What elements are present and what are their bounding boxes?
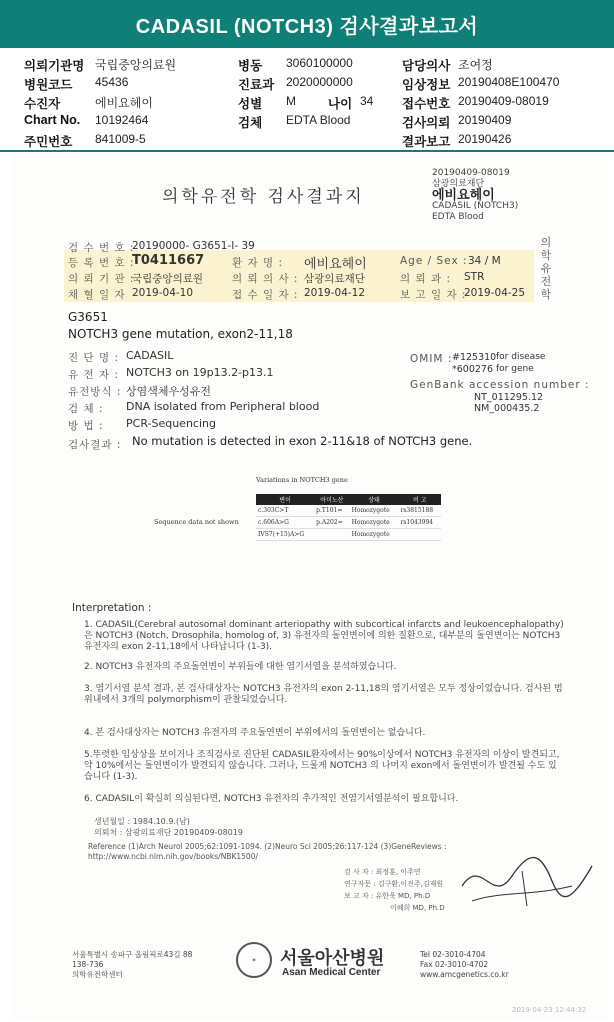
- header-label: 접수번호: [402, 97, 451, 111]
- header-label: 의뢰기관명: [24, 59, 85, 73]
- header-label: 주민번호: [24, 135, 73, 149]
- interpretation-item: 4. 본 검사대상자는 NOTCH3 유전자의 주요돌연변이 부위에서의 돌연변이는 없습니다.: [84, 728, 426, 738]
- result-text: No mutation is detected in exon 2-11&18 of NOTCH3 gene.: [132, 434, 473, 448]
- table-cell: IVS7(+15)A>G: [256, 529, 314, 541]
- detail-value: NOTCH3 on 19p13.2-p13.1: [126, 366, 274, 379]
- header-info-panel: [0, 48, 614, 152]
- test-code: G3651: [68, 310, 108, 324]
- signature-line: 보 고 자 : 유한욱 MD, Ph.D: [344, 892, 431, 900]
- header-label: Chart No.: [24, 113, 81, 127]
- field-value: 2019-04-12: [304, 287, 366, 299]
- header-value: 20190409: [458, 113, 512, 127]
- header-value: 20190426: [458, 132, 512, 146]
- field-value: 2019-04-25: [464, 287, 526, 299]
- detail-value: 상염색체우성유전: [126, 385, 212, 398]
- genbank-nm: NM_000435.2: [474, 403, 540, 414]
- header-label: 검체: [238, 116, 263, 130]
- column-header: 비 고: [398, 494, 441, 505]
- header-value: 2020000000: [286, 75, 353, 89]
- header-row: [0, 111, 614, 131]
- detail-label: 방 법 :: [68, 420, 104, 432]
- detail-value: DNA isolated from Peripheral blood: [126, 400, 320, 413]
- contact-line: Fax 02-3010-4702: [420, 960, 489, 969]
- contact-line: www.amcgenetics.co.kr: [420, 970, 509, 979]
- signature-line: 이혜희 MD, Ph.D: [390, 904, 445, 912]
- requester: 의뢰처 : 삼광의료재단 20190409-08019: [94, 828, 243, 837]
- signature-line: 연구자문 : 김구환,이진주,김재원: [344, 880, 444, 888]
- detail-value: CADASIL: [126, 349, 174, 362]
- column-header: 변이: [256, 494, 314, 505]
- stamp-line: CADASIL (NOTCH3): [432, 201, 519, 211]
- registration-number: T0411667: [132, 253, 205, 268]
- header-row: [0, 73, 614, 93]
- table-cell: c.606A>G: [256, 517, 314, 529]
- omim-gene-note: for gene: [496, 364, 534, 374]
- header-label: 진료과: [238, 78, 275, 92]
- patient-name: 에비요헤이: [304, 257, 367, 272]
- header-label: 검사의뢰: [402, 116, 451, 130]
- header-label: 담당의사: [402, 59, 451, 73]
- vertical-stamp-text: 의학유전학: [540, 236, 552, 301]
- detail-label: 유전방식 :: [68, 386, 122, 398]
- header-value: 20190408E100470: [458, 75, 560, 89]
- header-label: 수진자: [24, 97, 61, 111]
- header-label: 병동: [238, 59, 263, 73]
- address-line: 의학유전학센터: [72, 970, 123, 979]
- interpretation-item: 5.뚜렷한 임상상을 보이거나 조직검사로 진단된 CADASIL환자에서는 90%이상에서 NOTCH3 유전자의 이상이 발견되고, 약 10%에서는 돌연변이가 발견되지 않습니다. 그러나, 드물게 NOTCH3 의 나머지 exon에서 돌연변이가 발견될 수도 있습니다 (1-3).: [84, 750, 560, 782]
- contact-line: Tel 02-3010-4704: [420, 950, 486, 959]
- table-cell: [398, 529, 441, 541]
- logo-english: Asan Medical Center: [282, 967, 381, 978]
- field-value: STR: [464, 271, 485, 283]
- header-value: 국립중앙의료원: [95, 58, 177, 72]
- variations-title: Variations in NOTCH3 gene: [256, 476, 348, 484]
- scanned-report-document: [12, 154, 608, 1020]
- interpretation-item: 1. CADASIL(Cerebral autosomal dominant arteriopathy with subcortical infarcts and leukoencephalopathy)은 NOTCH3 (Notch, Drosophila, homolog of, 3) 유전자의 돌연변이에 의한 질환으로, 대부분의 돌연변이는 NOTCH3 유전자의 exon 2-11,18에서 나타납니다 (1-3).: [84, 620, 564, 652]
- column-header: 아미노산: [314, 494, 349, 505]
- field-value: 20190000- G3651-I- 39: [132, 240, 255, 252]
- field-label: 의 뢰 기 관 :: [68, 273, 135, 285]
- column-header: 상태: [350, 494, 399, 505]
- address-line: 138-736: [72, 960, 104, 969]
- header-row: [0, 92, 614, 112]
- field-label: 보 고 일 자 :: [400, 289, 467, 301]
- omim-disease: #125310: [452, 352, 497, 363]
- signature-line: 검 사 자 : 최정훈, 이주연: [344, 868, 421, 876]
- result-label: 검사결과 :: [68, 439, 122, 451]
- header-value: 34: [360, 94, 374, 108]
- field-label: 검 수 번 호 :: [68, 242, 135, 254]
- field-value: 삼광의료재단: [304, 273, 365, 285]
- asan-foundation-seal-icon: ✶: [236, 942, 272, 978]
- report-title-bar: [0, 0, 614, 48]
- header-label: 결과보고: [402, 135, 451, 149]
- header-row: [0, 54, 614, 74]
- document-title: 의학유전학 검사결과지: [162, 187, 365, 207]
- detail-label: 검 체 :: [68, 403, 104, 415]
- field-label: 의 뢰 과 :: [400, 273, 451, 285]
- field-label: 접 수 일 자 :: [232, 289, 299, 301]
- address-line: 서울특별시 송파구 올림픽로43길 88: [72, 950, 193, 959]
- contact-block: [420, 950, 509, 980]
- header-label: 임상정보: [402, 78, 451, 92]
- genbank-nt: NT_011295.12: [474, 392, 544, 403]
- header-value: 조여정: [458, 58, 493, 72]
- interpretation-heading: Interpretation :: [72, 602, 152, 614]
- header-label: 병원코드: [24, 78, 73, 92]
- header-value: 에비요헤이: [95, 96, 153, 110]
- detail-value: PCR-Sequencing: [126, 417, 216, 430]
- interpretation-item: 3. 염기서열 분석 결과, 본 검사대상자는 NOTCH3 유전자의 exon 2-11,18의 염기서열은 모두 정상이었습니다. 검사된 범위내에서 3개의 polymorphism이 관찰되었습니다.: [84, 684, 563, 705]
- birth-date: 생년월일 : 1984.10.9.(남): [94, 817, 190, 826]
- header-value: M: [286, 94, 296, 108]
- address-block: [72, 950, 192, 980]
- omim-gene: *600276: [452, 364, 494, 375]
- table-row: [256, 529, 441, 541]
- interpretation-item: 2. NOTCH3 유전자의 주요돌연변이 부위들에 대한 염기서열을 분석하였습니다.: [84, 662, 397, 672]
- table-cell: Homozygote: [350, 529, 399, 541]
- header-value: EDTA Blood: [286, 113, 351, 127]
- table-cell: Homozygote: [350, 505, 399, 517]
- header-label: 성별: [238, 97, 263, 111]
- header-row: [0, 130, 614, 150]
- report-title: CADASIL (NOTCH3) 검사결과보고서: [135, 15, 479, 38]
- field-label: 등 록 번 호 :: [68, 257, 135, 269]
- omim-disease-note: for disease: [496, 352, 546, 362]
- table-cell: p.A202=: [314, 517, 349, 529]
- stamp-name: 에비요헤이: [432, 188, 495, 203]
- test-name: NOTCH3 gene mutation, exon2-11,18: [68, 327, 293, 341]
- sample-label-stamp: [432, 168, 518, 223]
- genbank-label: GenBank accession number :: [410, 379, 590, 391]
- field-value: 2019-04-10: [132, 287, 194, 299]
- field-label: 의 뢰 의 사 :: [232, 273, 299, 285]
- header-value: 20190409-08019: [458, 94, 549, 108]
- table-cell: Homozygote: [350, 517, 399, 529]
- stamp-line: 삼광의료재단: [432, 179, 485, 189]
- stamp-line: 20190409-08019: [432, 168, 510, 178]
- handwritten-signature: [452, 846, 602, 916]
- print-timestamp: 2019-04-23 12:44:32: [512, 1006, 587, 1014]
- table-row: [256, 505, 441, 517]
- table-cell: p.T101=: [314, 505, 349, 517]
- table-cell: c.303C>T: [256, 505, 314, 517]
- table-header-row: [256, 494, 441, 505]
- detail-label: 진 단 명 :: [68, 352, 119, 364]
- omim-label: OMIM :: [410, 353, 453, 365]
- reference-text: Reference (1)Arch Neurol 2005;62:1091-1094. (2)Neuro Sci 2005;26:117-124 (3)GeneReviews : http://www.ncbi.nlm.nih.gov/books/NBK1500/: [88, 842, 447, 861]
- stamp-line: EDTA Blood: [432, 212, 484, 222]
- field-label: 채 혈 일 자: [68, 289, 126, 301]
- logo-korean: 서울아산병원: [280, 948, 385, 969]
- table-row: [256, 517, 441, 529]
- header-value: 10192464: [95, 113, 149, 127]
- table-cell: [314, 529, 349, 541]
- field-label: Age / Sex :: [400, 255, 468, 267]
- field-value: 국립중앙의료원: [132, 273, 204, 285]
- interpretation-item: 6. CADASIL이 확실히 의심된다면, NOTCH3 유전자의 추가적인 전염기서열분석이 필요합니다.: [84, 794, 459, 804]
- header-value: 841009-5: [95, 132, 146, 146]
- header-label: 나이: [328, 97, 353, 111]
- field-label: 환 자 명 :: [232, 257, 283, 269]
- header-value: 45436: [95, 75, 129, 89]
- table-cell: rs1043994: [398, 517, 441, 529]
- variations-side-note: Sequence data not shown: [154, 518, 239, 526]
- detail-label: 유 전 자 :: [68, 369, 119, 381]
- header-value: 3060100000: [286, 56, 353, 70]
- table-cell: rs3815188: [398, 505, 441, 517]
- hospital-logo: [236, 942, 426, 992]
- variations-table: [256, 494, 441, 541]
- field-value: 34 / M: [468, 255, 501, 267]
